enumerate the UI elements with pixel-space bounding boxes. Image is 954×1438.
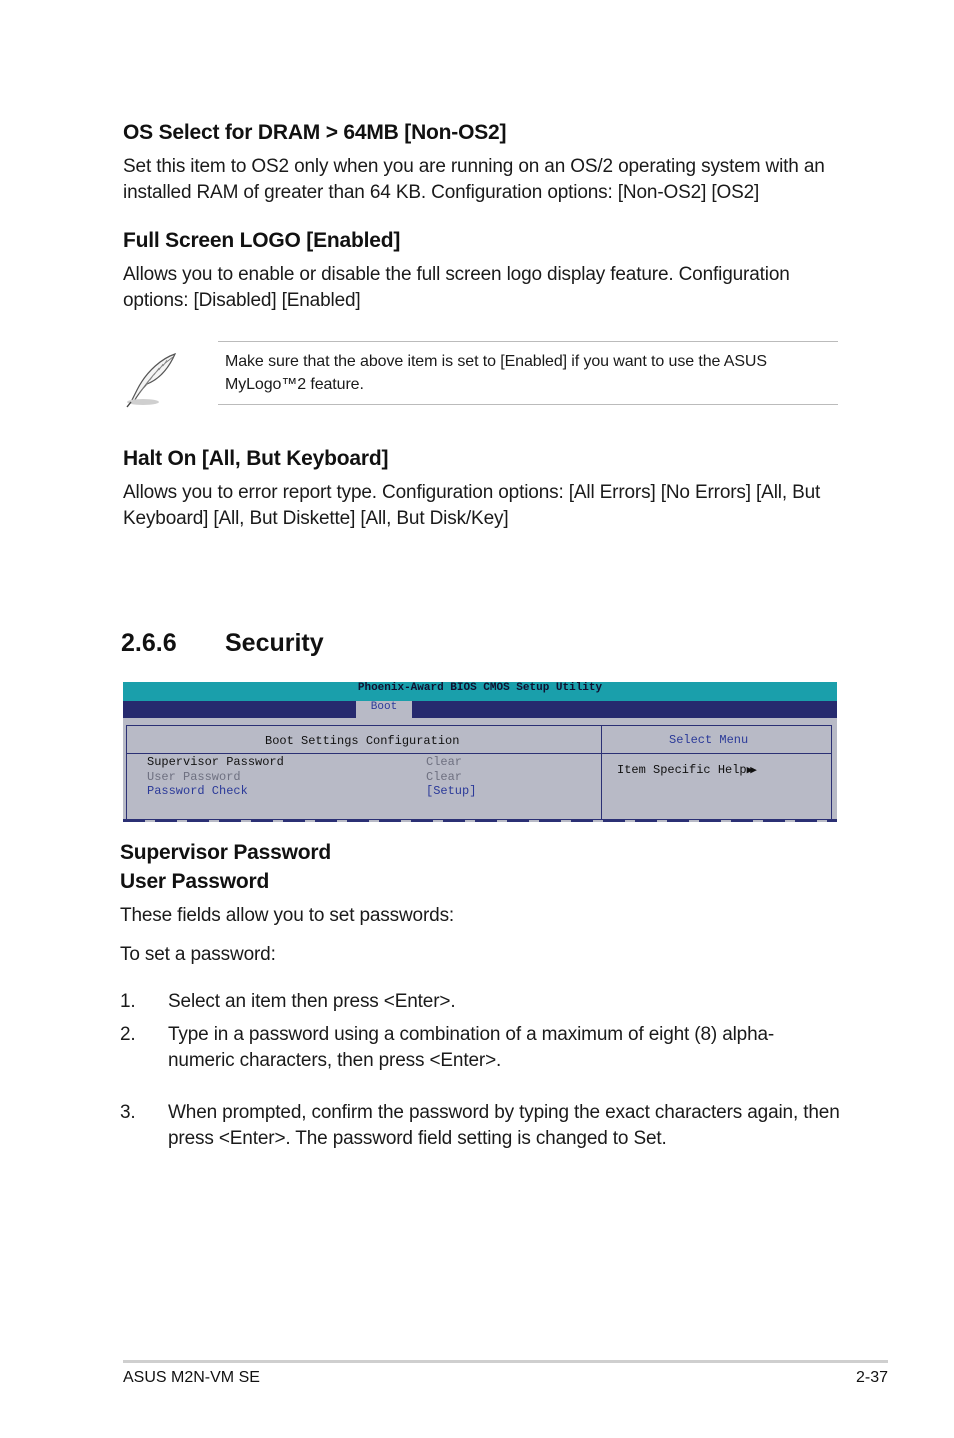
feather-pen-icon [123, 350, 183, 410]
step-text: Select an item then press <Enter>. [168, 991, 456, 1012]
bios-item-password-check[interactable]: Password Check [147, 784, 248, 798]
bios-value-supervisor-password: Clear [426, 755, 463, 769]
section-title-supervisor-password: Supervisor Password [120, 841, 331, 864]
section-title-os-select: OS Select for DRAM > 64MB [Non-OS2] [123, 121, 507, 144]
bios-help-label: Item Specific Help [617, 763, 747, 777]
bios-bottom-dashes [123, 819, 837, 822]
passwords-howto: To set a password: [120, 944, 276, 965]
footer-product-name: ASUS M2N-VM SE [123, 1369, 260, 1386]
step-number: 2. [120, 1024, 136, 1045]
step-text: Type in a password using a combination of a maximum of eight (8) alpha-numeric characters, then press <Enter>. [168, 1024, 775, 1071]
note-text: Make sure that the above item is set to [Enabled] if you want to use the ASUS MyLogo™2 feature. [225, 353, 767, 393]
section-body-full-screen-logo: Allows you to enable or disable the full screen logo display feature. Configuration options: [Disabled] [Enabled] [123, 264, 790, 311]
note-top-rule [218, 341, 838, 342]
step-number: 3. [120, 1102, 136, 1123]
step-text: When prompted, confirm the password by typing the exact characters again, then press <Enter>. The password field setting is changed to Set. [168, 1102, 840, 1149]
section-number: 2.6.6 [121, 629, 177, 657]
bios-item-user-password[interactable]: User Password [147, 770, 241, 784]
bios-item-supervisor-password[interactable]: Supervisor Password [147, 755, 284, 769]
section-title-security: Security [225, 629, 324, 657]
passwords-intro: These fields allow you to set passwords: [120, 905, 455, 926]
bios-value-password-check[interactable]: [Setup] [426, 784, 477, 798]
double-chevron-right-icon: ▶▶ [746, 765, 754, 777]
footer-page-number: 2-37 [855, 1369, 888, 1386]
section-title-user-password: User Password [120, 870, 270, 893]
bios-value-user-password: Clear [426, 770, 463, 784]
bios-tab-bar [123, 701, 837, 718]
step-number: 1. [120, 991, 136, 1012]
footer-rule [123, 1360, 888, 1363]
section-title-halt-on: Halt On [All, But Keyboard] [123, 447, 389, 470]
bios-panel-header: Boot Settings Configuration [265, 734, 460, 748]
section-body-halt-on: Allows you to error report type. Configuration options: [All Errors] [No Errors] [All, But Keyboard] [All, But Diskette] [All, But Disk/Key] [123, 482, 821, 529]
section-body-os-select: Set this item to OS2 only when you are running on an OS/2 operating system with an installed RAM of greater than 64 KB. Configuration options: [Non-OS2] [OS2] [123, 156, 825, 203]
bios-tab-boot[interactable]: Boot [356, 701, 412, 718]
note-bottom-rule [218, 404, 838, 405]
bios-help-text [617, 763, 754, 777]
bios-panel-divider [601, 725, 602, 820]
bios-title-bar: Phoenix-Award BIOS CMOS Setup Utility [123, 682, 837, 701]
bios-header-divider [126, 753, 832, 754]
section-title-full-screen-logo: Full Screen LOGO [Enabled] [123, 229, 401, 252]
bios-screen [123, 682, 837, 822]
bios-help-header: Select Menu [669, 733, 749, 747]
